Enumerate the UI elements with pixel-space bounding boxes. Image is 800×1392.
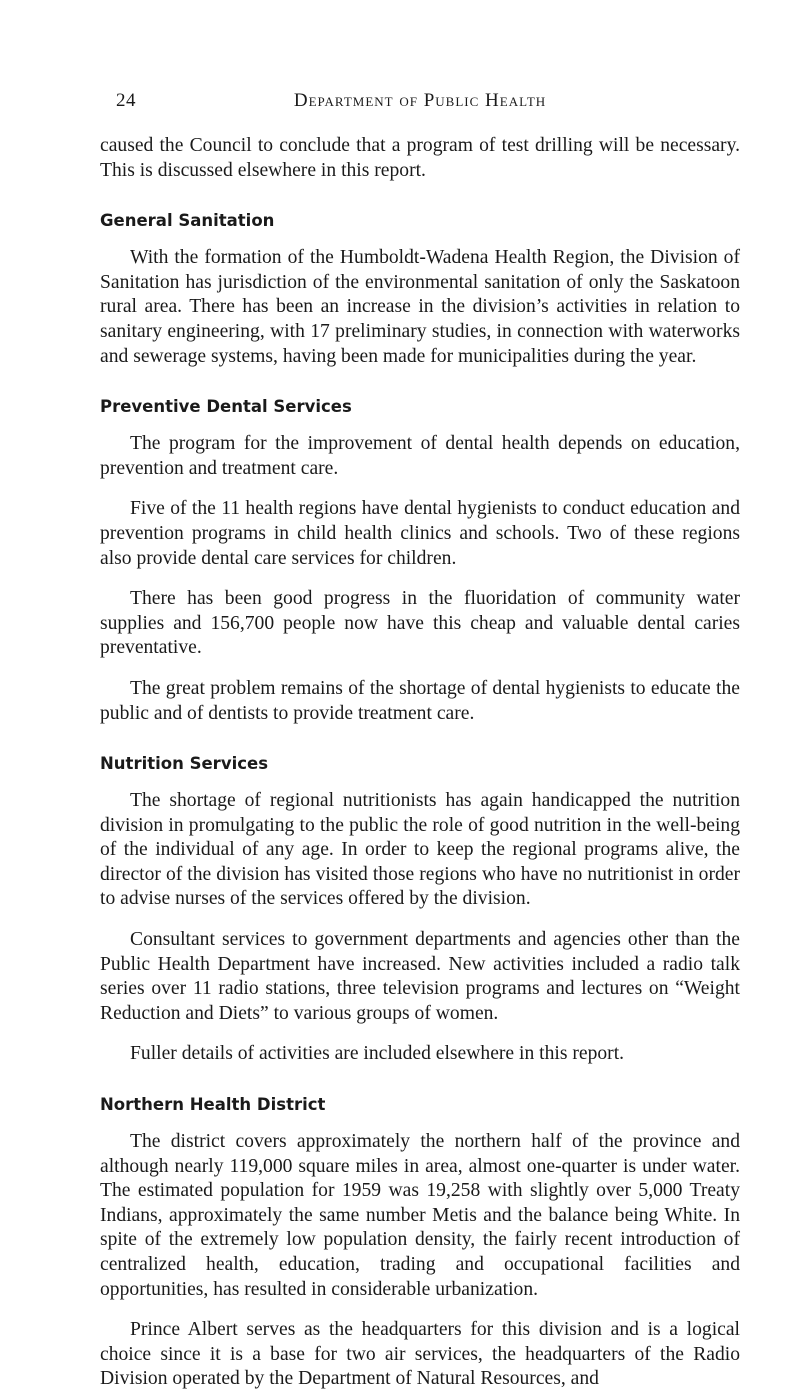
- paragraph: Consultant services to government departments and agencies other than the Public Health Department have increased. New activities included a radio talk series over 11 radio stations, three television programs and lectures on “Weight Reduction and Diets” to various groups of women.: [100, 929, 740, 1024]
- section-heading-general-sanitation: General Sanitation: [100, 211, 275, 231]
- section-heading-preventive-dental-services: Preventive Dental Services: [100, 397, 352, 417]
- body-text: [100, 134, 740, 1392]
- paragraph: Five of the 11 health regions have dental hygienists to conduct education and prevention programs in child health clinics and schools. Two of these regions also provide dental care services for children.: [100, 498, 740, 569]
- section-heading-northern-health-district: Northern Health District: [100, 1095, 326, 1115]
- running-head: [100, 90, 740, 116]
- paragraph: The great problem remains of the shortage of dental hygienists to educate the public and of dentists to provide treatment care.: [100, 677, 740, 724]
- paragraph: The district covers approximately the northern half of the province and although nearly 119,000 square miles in area, almost one-quarter is under water. The estimated population for 1959 was 19,258 with slightly over 5,000 Treaty Indians, approximately the same number Metis and the balance being White. In spite of the extremely low population density, the fairly recent introduction of centralized health, education, trading and occupational facilities and opportunities, has resulted in considerable urbanization.: [100, 1131, 740, 1300]
- document-page: [100, 90, 740, 1392]
- paragraph: There has been good progress in the fluoridation of community water supplies and 156,700 people now have this cheap and valuable dental caries preventative.: [100, 588, 740, 659]
- paragraph: Prince Albert serves as the headquarters for this division and is a logical choice since it is a base for two air services, the headquarters of the Radio Division operated by the Department of Natural Resources, and: [100, 1319, 740, 1390]
- intro-paragraph: caused the Council to conclude that a program of test drilling will be necessary. This is discussed elsewhere in this report.: [100, 135, 740, 181]
- header-title: Department of Public Health: [293, 90, 547, 111]
- section-heading-nutrition-services: Nutrition Services: [100, 754, 269, 774]
- paragraph: The program for the improvement of dental health depends on education, prevention and treatment care.: [100, 433, 740, 479]
- paragraph: Fuller details of activities are included elsewhere in this report.: [130, 1043, 625, 1065]
- paragraph: The shortage of regional nutritionists has again handicapped the nutrition division in promulgating to the public the role of good nutrition in the well-being of the individual of any age. In order to keep the regional programs alive, the director of the division has visited those regions who have no nutritionist in order to advise nurses of the services offered by the division.: [100, 790, 740, 910]
- paragraph: With the formation of the Humboldt-Wadena Health Region, the Division of Sanitation has jurisdiction of the environmental sanitation of only the Saskatoon rural area. There has been an increase in the division’s activities in relation to sanitary engineering, with 17 preliminary studies, in connection with waterworks and sewerage systems, having been made for municipalities during the year.: [100, 247, 740, 367]
- page-number: 24: [116, 90, 136, 111]
